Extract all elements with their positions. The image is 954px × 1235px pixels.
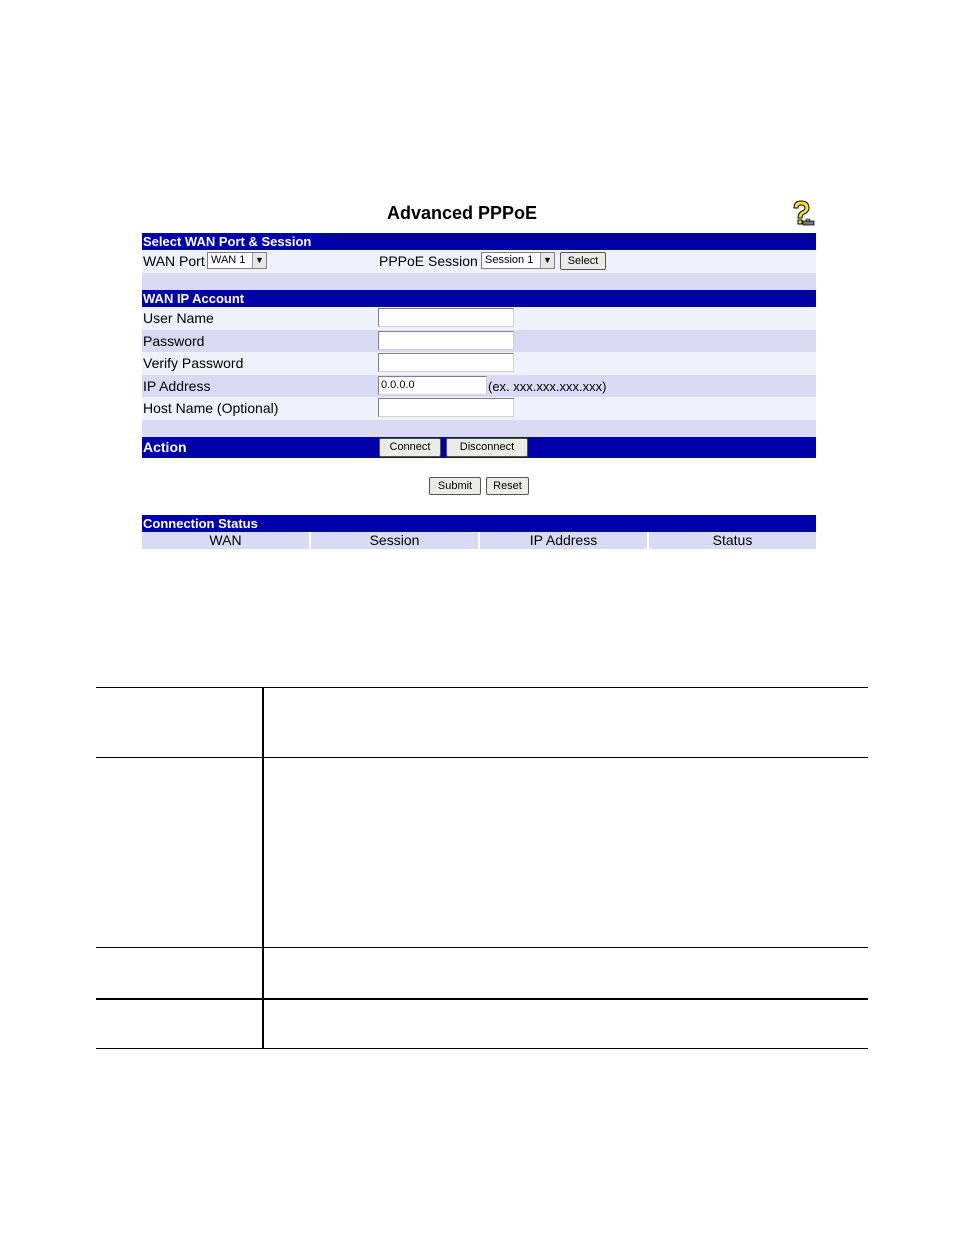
status-col-status: Status — [649, 532, 816, 549]
ip-address-label: IP Address — [143, 377, 211, 394]
password-input[interactable] — [378, 331, 514, 350]
reset-button[interactable]: Reset — [486, 477, 529, 495]
title-row — [142, 190, 816, 233]
wan-port-select-value: WAN 1 — [211, 254, 246, 266]
status-col-ip-address: IP Address — [480, 532, 647, 549]
table-rule — [96, 757, 868, 758]
verify-password-input[interactable] — [378, 353, 514, 372]
wan-port-row — [142, 250, 816, 273]
table-rule — [96, 947, 868, 948]
action-label: Action — [143, 438, 187, 455]
status-col-wan: WAN — [142, 532, 309, 549]
select-button[interactable]: Select — [560, 252, 606, 270]
pppoe-session-select-value: Session 1 — [485, 254, 534, 266]
wan-port-select[interactable] — [207, 252, 267, 269]
verify-password-label: Verify Password — [143, 355, 244, 371]
user-name-input[interactable] — [378, 308, 514, 327]
password-row — [142, 330, 816, 353]
chevron-down-icon: ▼ — [252, 253, 266, 268]
ip-address-hint: (ex. xxx.xxx.xxx.xxx) — [488, 378, 607, 394]
user-name-row — [142, 307, 816, 330]
host-name-input[interactable] — [378, 398, 514, 417]
select-wan-section-header: Select WAN Port & Session — [142, 233, 816, 250]
spacer-row — [142, 273, 816, 290]
chevron-down-icon: ▼ — [540, 253, 554, 268]
verify-password-row — [142, 352, 816, 375]
connection-status-columns — [142, 532, 816, 549]
wan-ip-account-header: WAN IP Account — [142, 290, 816, 307]
submit-row — [142, 458, 816, 515]
connection-status-header: Connection Status — [142, 515, 816, 532]
submit-button[interactable]: Submit — [429, 477, 481, 495]
action-bar — [142, 437, 816, 458]
pppoe-session-select[interactable] — [481, 252, 555, 269]
ip-address-row — [142, 375, 816, 398]
advanced-pppoe-panel — [142, 190, 816, 549]
help-question-icon[interactable] — [786, 199, 816, 229]
page-title: Advanced PPPoE — [386, 203, 538, 223]
host-name-label: Host Name (Optional) — [143, 400, 279, 416]
user-name-label: User Name — [143, 310, 214, 326]
host-name-row — [142, 397, 816, 420]
wan-port-label: WAN Port — [143, 253, 205, 269]
pppoe-session-label: PPPoE Session — [379, 253, 478, 269]
connect-button[interactable]: Connect — [379, 438, 441, 457]
table-rule — [96, 998, 868, 1000]
ip-address-input[interactable] — [378, 376, 487, 395]
disconnect-button[interactable]: Disconnect — [446, 438, 528, 457]
table-column-divider — [262, 687, 264, 1049]
table-rule — [96, 1048, 868, 1049]
description-table — [96, 687, 868, 1049]
password-label: Password — [143, 332, 205, 349]
status-col-session: Session — [311, 532, 478, 549]
table-rule — [96, 687, 868, 688]
spacer-row — [142, 420, 816, 437]
